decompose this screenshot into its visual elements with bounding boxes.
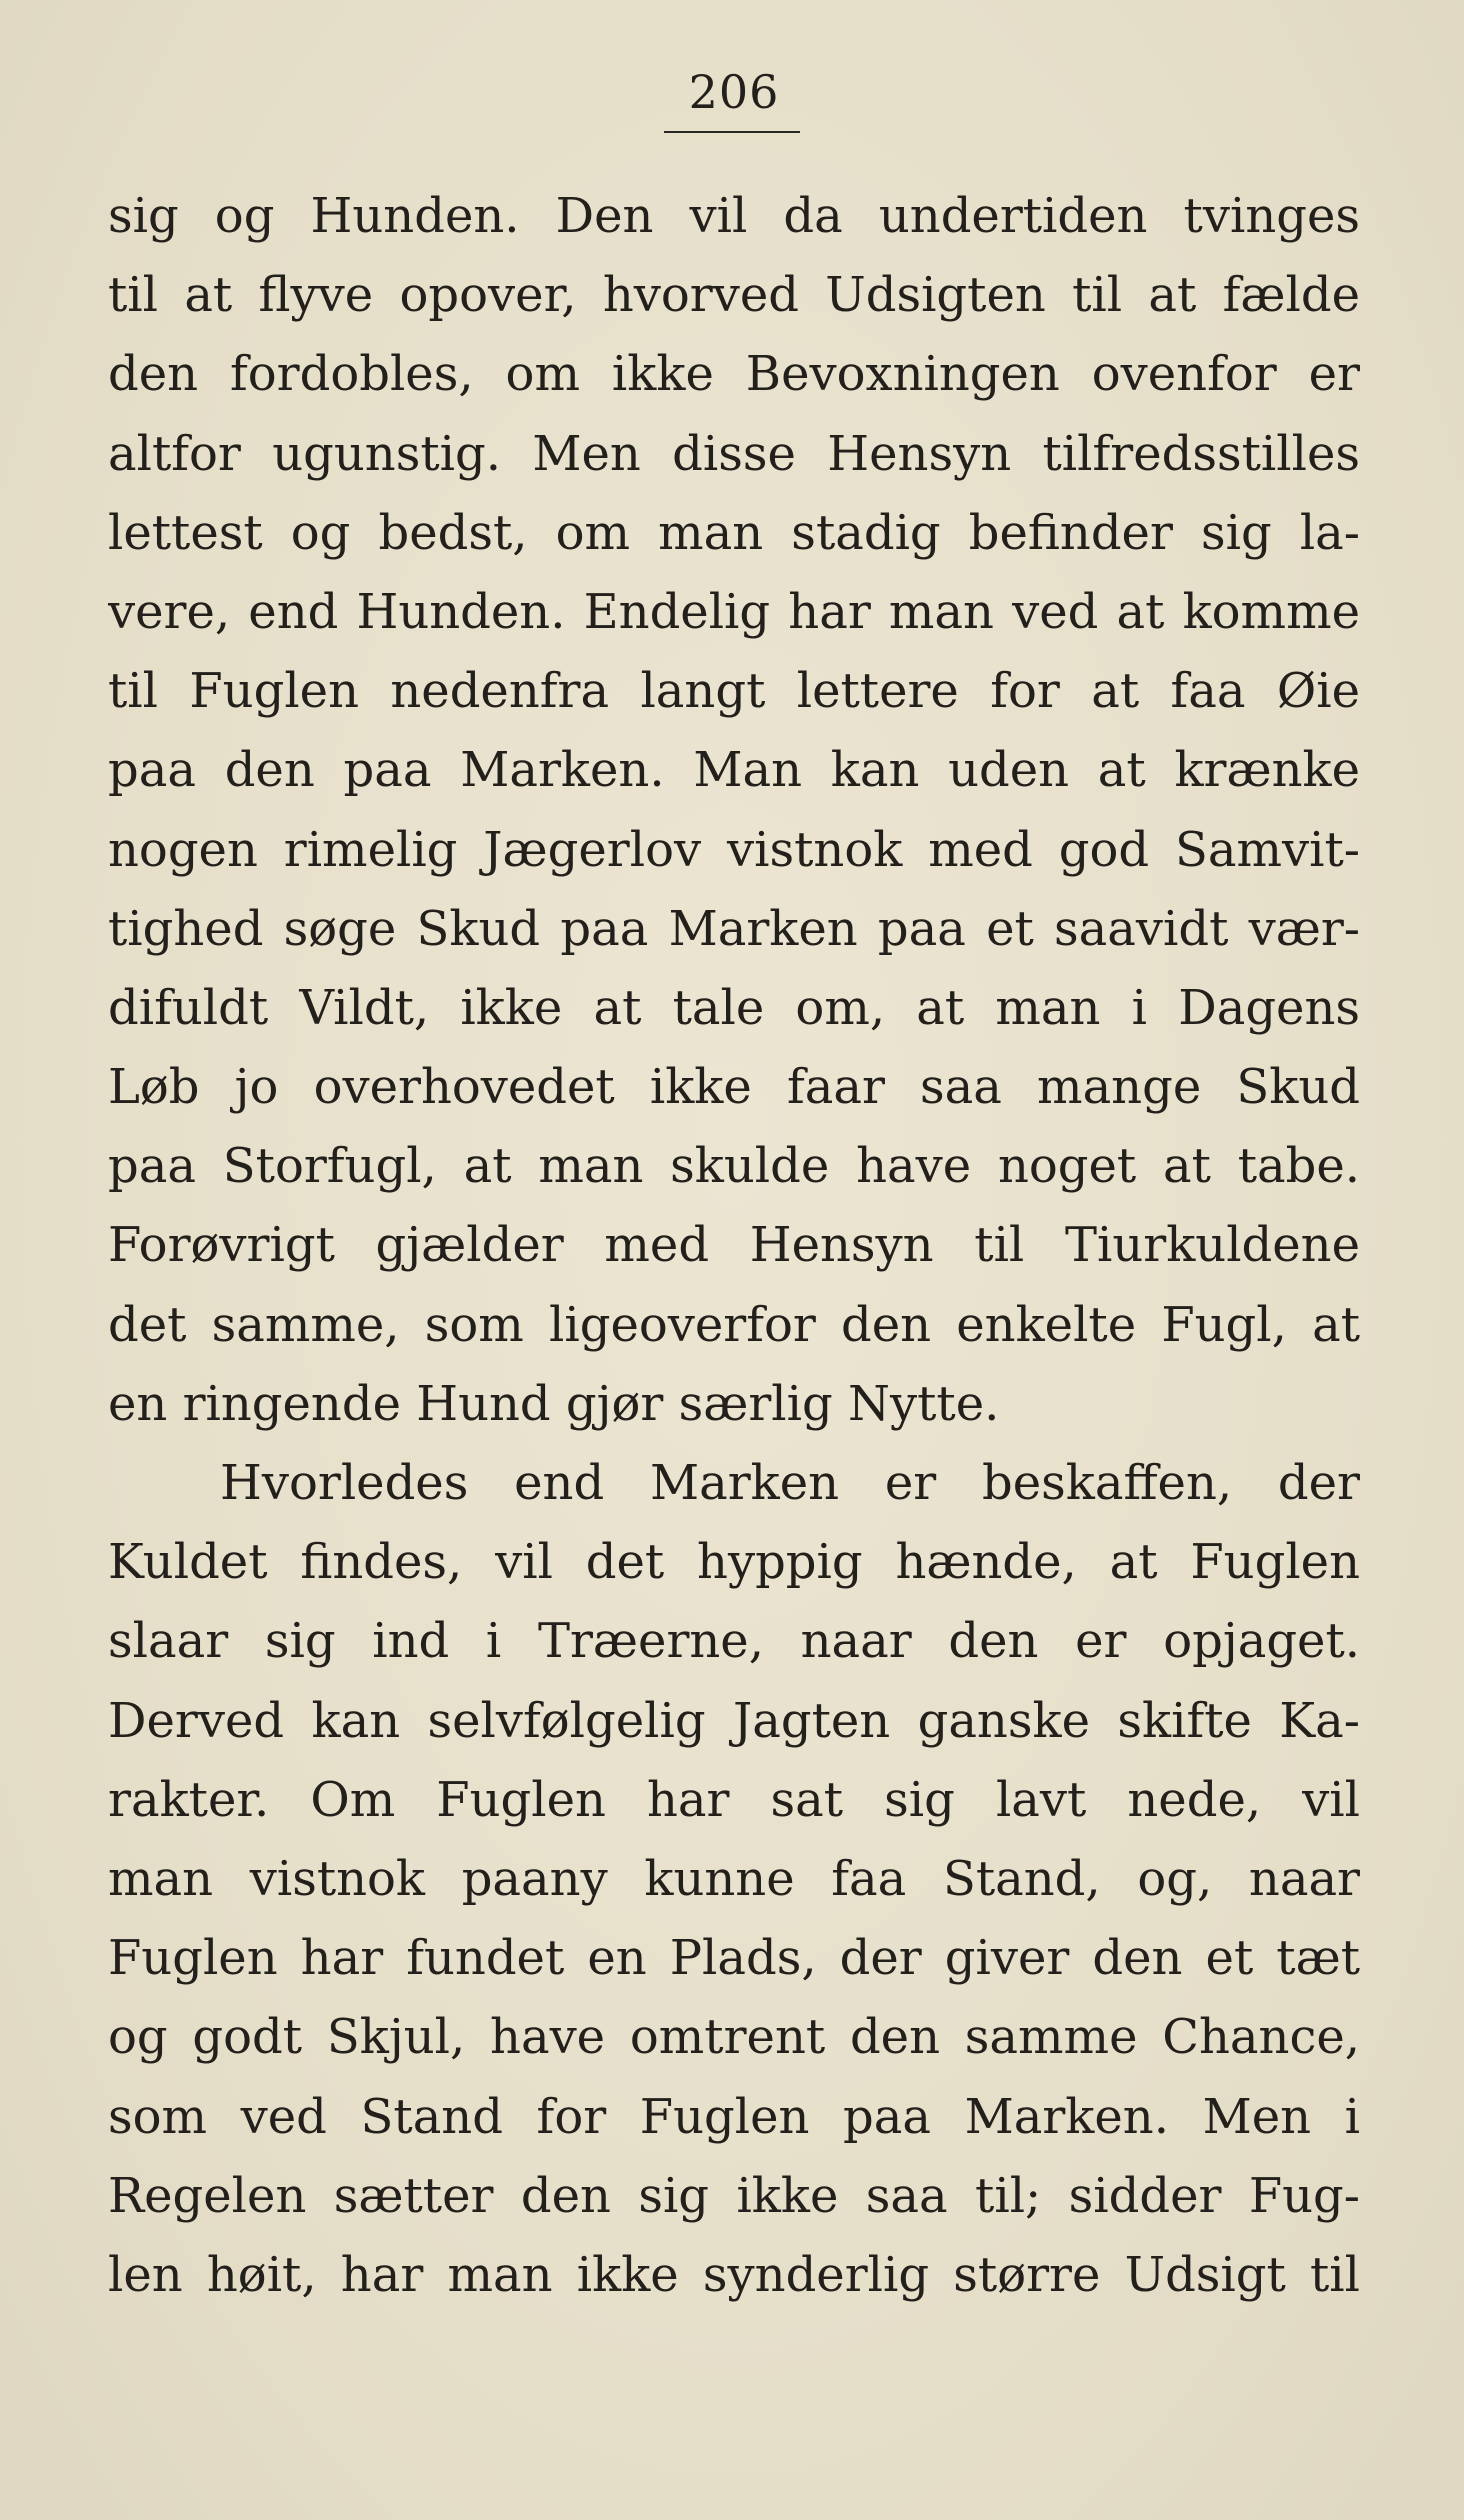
text-line: Hvorledes end Marken er beskaffen, der [220,1455,1360,1511]
body-text [108,177,1360,2315]
paragraph-2 [108,1444,1360,2315]
text-line: til Fuglen nedenfra langt lettere for at faa Øie [108,663,1360,720]
text-line: til at flyve opover, hvorved Udsigten til at fælde [108,267,1360,324]
text-line: Regelen sætter den sig ikke saa til; sidder Fug- [108,2167,1360,2224]
text-line: lettest og bedst, om man stadig befinder sig la- [108,504,1360,561]
text-line: Løb jo overhovedet ikke faar saa mange Skud [108,1059,1360,1116]
text-line: man vistnok paany kunne faa Stand, og, naar [108,1850,1360,1907]
text-line: som ved Stand for Fuglen paa Marken. Men i [108,2088,1360,2145]
text-line: en ringende Hund gjør særlig Nytte. [108,1375,1000,1432]
text-line: sig og Hunden. Den vil da undertiden tvinges [108,188,1360,244]
text-line: difuldt Vildt, ikke at tale om, at man i Dagens [108,979,1360,1036]
text-line: og godt Skjul, have omtrent den samme Chance, [108,2009,1360,2066]
text-line: Derved kan selvfølgelig Jagten ganske skifte Ka- [108,1692,1360,1749]
page-number: 206 [688,65,780,119]
text-line: Fuglen har fundet en Plads, der giver den et tæt [108,1930,1360,1987]
text-line: altfor ugunstig. Men disse Hensyn tilfredsstilles [108,425,1360,482]
text-line: Kuldet findes, vil det hyppig hænde, at Fuglen [108,1534,1360,1591]
text-line: rakter. Om Fuglen har sat sig lavt nede, vil [108,1771,1360,1828]
page-number-rule [664,131,800,133]
text-line: vere, end Hunden. Endelig har man ved at komme [108,583,1360,640]
text-line: den fordobles, om ikke Bevoxningen ovenfor er [108,346,1360,403]
text-line: len høit, har man ikke synderlig større Udsigt til [108,2246,1360,2303]
text-line: tighed søge Skud paa Marken paa et saavidt vær- [108,900,1360,957]
text-line: slaar sig ind i Træerne, naar den er opjaget. [108,1613,1360,1670]
paragraph-1 [108,177,1360,1444]
text-line: nogen rimelig Jægerlov vistnok med god Samvit- [108,821,1360,878]
text-line: paa den paa Marken. Man kan uden at krænke [108,742,1360,799]
text-line: det samme, som ligeoverfor den enkelte Fugl, at [108,1296,1360,1353]
text-line: paa Storfugl, at man skulde have noget at tabe. [108,1138,1360,1195]
text-line: Forøvrigt gjælder med Hensyn til Tiurkuldene [108,1217,1360,1274]
